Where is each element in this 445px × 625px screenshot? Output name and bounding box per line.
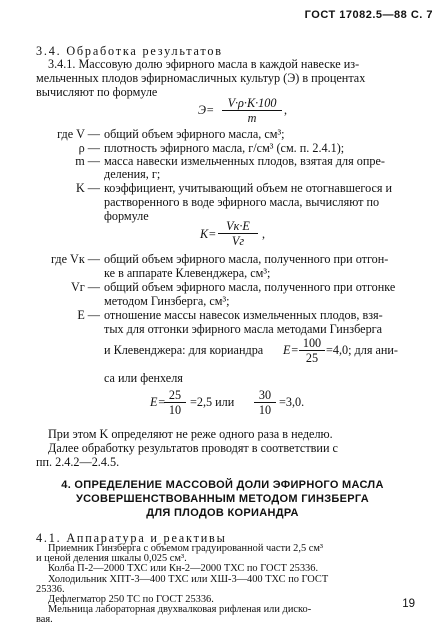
paragraph-line: пп. 2.4.2—2.4.5. bbox=[36, 455, 120, 469]
formula-denominator: 10 bbox=[258, 403, 272, 417]
symbol-label: Vг — bbox=[70, 280, 100, 294]
coriander-tail: =4,0; для ани- bbox=[326, 343, 398, 357]
formula-tail: =3,0. bbox=[279, 395, 305, 409]
formula-fraction-2 bbox=[254, 388, 276, 417]
symbol-label: где Vк — bbox=[50, 252, 100, 266]
formula-denominator: 25 bbox=[305, 351, 319, 365]
apparatus-line: Мельница лабораторная двухвалковая рифленая или диско- bbox=[48, 604, 312, 616]
apparatus-line: Колба П-2—2000 ТХС или Кн-2—2000 ТХС по ГОСТ 25336. bbox=[48, 563, 319, 575]
symbol-description: общий объем эфирного масла, см³; bbox=[104, 127, 285, 141]
formula-lhs: E= bbox=[150, 395, 166, 409]
symbol-label: m — bbox=[75, 154, 100, 168]
apparatus-line: Дефлегматор 250 ТС по ГОСТ 25336. bbox=[48, 594, 214, 605]
apparatus-line: Приемник Гинзберга с объемом градуированной части 2,5 см³ bbox=[48, 543, 324, 554]
symbol-description: отношение массы навесок измельченных плодов, взя- bbox=[104, 308, 383, 322]
formula-numerator: V·ρ·K·100 bbox=[222, 96, 282, 111]
symbol-description: плотность эфирного масла, г/см³ (см. п. 2.4.1); bbox=[104, 141, 345, 155]
apparatus-line: вая. bbox=[36, 614, 53, 625]
symbol-description: ке в аппарате Клевенджера, см³; bbox=[104, 266, 271, 280]
paragraph-line: вычисляют по формуле bbox=[36, 85, 158, 99]
section-4-title-line: УСОВЕРШЕНСТВОВАННЫМ МЕТОДОМ ГИНЗБЕРГА bbox=[76, 493, 369, 505]
symbol-description: общий объем эфирного масла, полученного при отгонке bbox=[104, 280, 396, 294]
apparatus-line: и ценой деления шкалы 0,025 см³. bbox=[36, 553, 187, 565]
paragraph-line: Далее обработку результатов проводят в соответствии с bbox=[48, 441, 338, 455]
symbol-description: растворенного в воде эфирного масла, вычисляют по bbox=[104, 195, 380, 209]
formula-lhs: K= bbox=[200, 227, 217, 241]
formula-numerator: Vк·E bbox=[218, 219, 258, 234]
section-3-4-title: 3.4. Обработка результатов bbox=[36, 44, 223, 58]
coriander-text: и Клевенджера: для кориандра bbox=[104, 343, 264, 357]
symbol-description: деления, г; bbox=[104, 167, 161, 181]
formula-denominator: m bbox=[247, 111, 257, 125]
formula-denominator: 10 bbox=[168, 403, 182, 417]
symbol-description: коэффициент, учитывающий объем не отогнавшегося и bbox=[104, 181, 393, 195]
apparatus-line: 25336. bbox=[36, 583, 65, 595]
symbol-description: масса навески измельченных плодов, взятая для опре- bbox=[104, 154, 385, 168]
formula-numerator: 100 bbox=[299, 336, 325, 351]
symbol-label: ρ — bbox=[78, 141, 100, 155]
section-4-title-line: ДЛЯ ПЛОДОВ КОРИАНДРА bbox=[146, 507, 299, 519]
section-4-title-line: 4. ОПРЕДЕЛЕНИЕ МАССОВОЙ ДОЛИ ЭФИРНОГО МАСЛА bbox=[61, 479, 384, 491]
formula-fraction bbox=[299, 336, 325, 365]
formula-lhs: Э= bbox=[198, 103, 215, 117]
symbol-description: формуле bbox=[104, 209, 149, 223]
formula-tail: , bbox=[284, 103, 288, 117]
formula-fraction-1 bbox=[164, 388, 186, 417]
paragraph-line: При этом K определяют не реже одного раза в неделю. bbox=[48, 427, 333, 441]
formula-lhs: E= bbox=[283, 343, 299, 357]
page-number: 19 bbox=[402, 598, 415, 610]
symbol-description: общий объем эфирного масла, полученного при отгон- bbox=[104, 252, 389, 266]
symbol-description: тых для отгонки эфирного масла методами Гинзберга bbox=[104, 322, 383, 336]
formula-tail: , bbox=[262, 227, 266, 241]
symbol-label: E — bbox=[77, 308, 100, 322]
formula-fraction bbox=[222, 96, 282, 125]
page-header: ГОСТ 17082.5—88 С. 7 bbox=[304, 9, 433, 21]
apparatus-line: Холодильник ХПТ-3—400 ТХС или ХШ-3—400 ТХС по ГОСТ bbox=[48, 573, 329, 585]
formula-numerator: 30 bbox=[254, 388, 276, 403]
paragraph-line: мельченных плодов эфирномасличных культур (Э) в процентах bbox=[36, 71, 366, 85]
formula-denominator: Vг bbox=[231, 234, 245, 248]
formula-numerator: 25 bbox=[164, 388, 186, 403]
symbol-label: K — bbox=[75, 181, 100, 195]
formula-middle: =2,5 или bbox=[190, 395, 235, 409]
symbol-label: где V — bbox=[57, 127, 100, 141]
section-4-1-title: 4.1. Аппаратура и реактивы bbox=[36, 531, 227, 545]
symbol-description: методом Гинзберга, см³; bbox=[104, 294, 230, 308]
fennel-line: са или фенхеля bbox=[104, 371, 183, 385]
formula-fraction bbox=[218, 219, 258, 248]
paragraph-line: 3.4.1. Массовую долю эфирного масла в каждой навеске из- bbox=[48, 57, 360, 71]
